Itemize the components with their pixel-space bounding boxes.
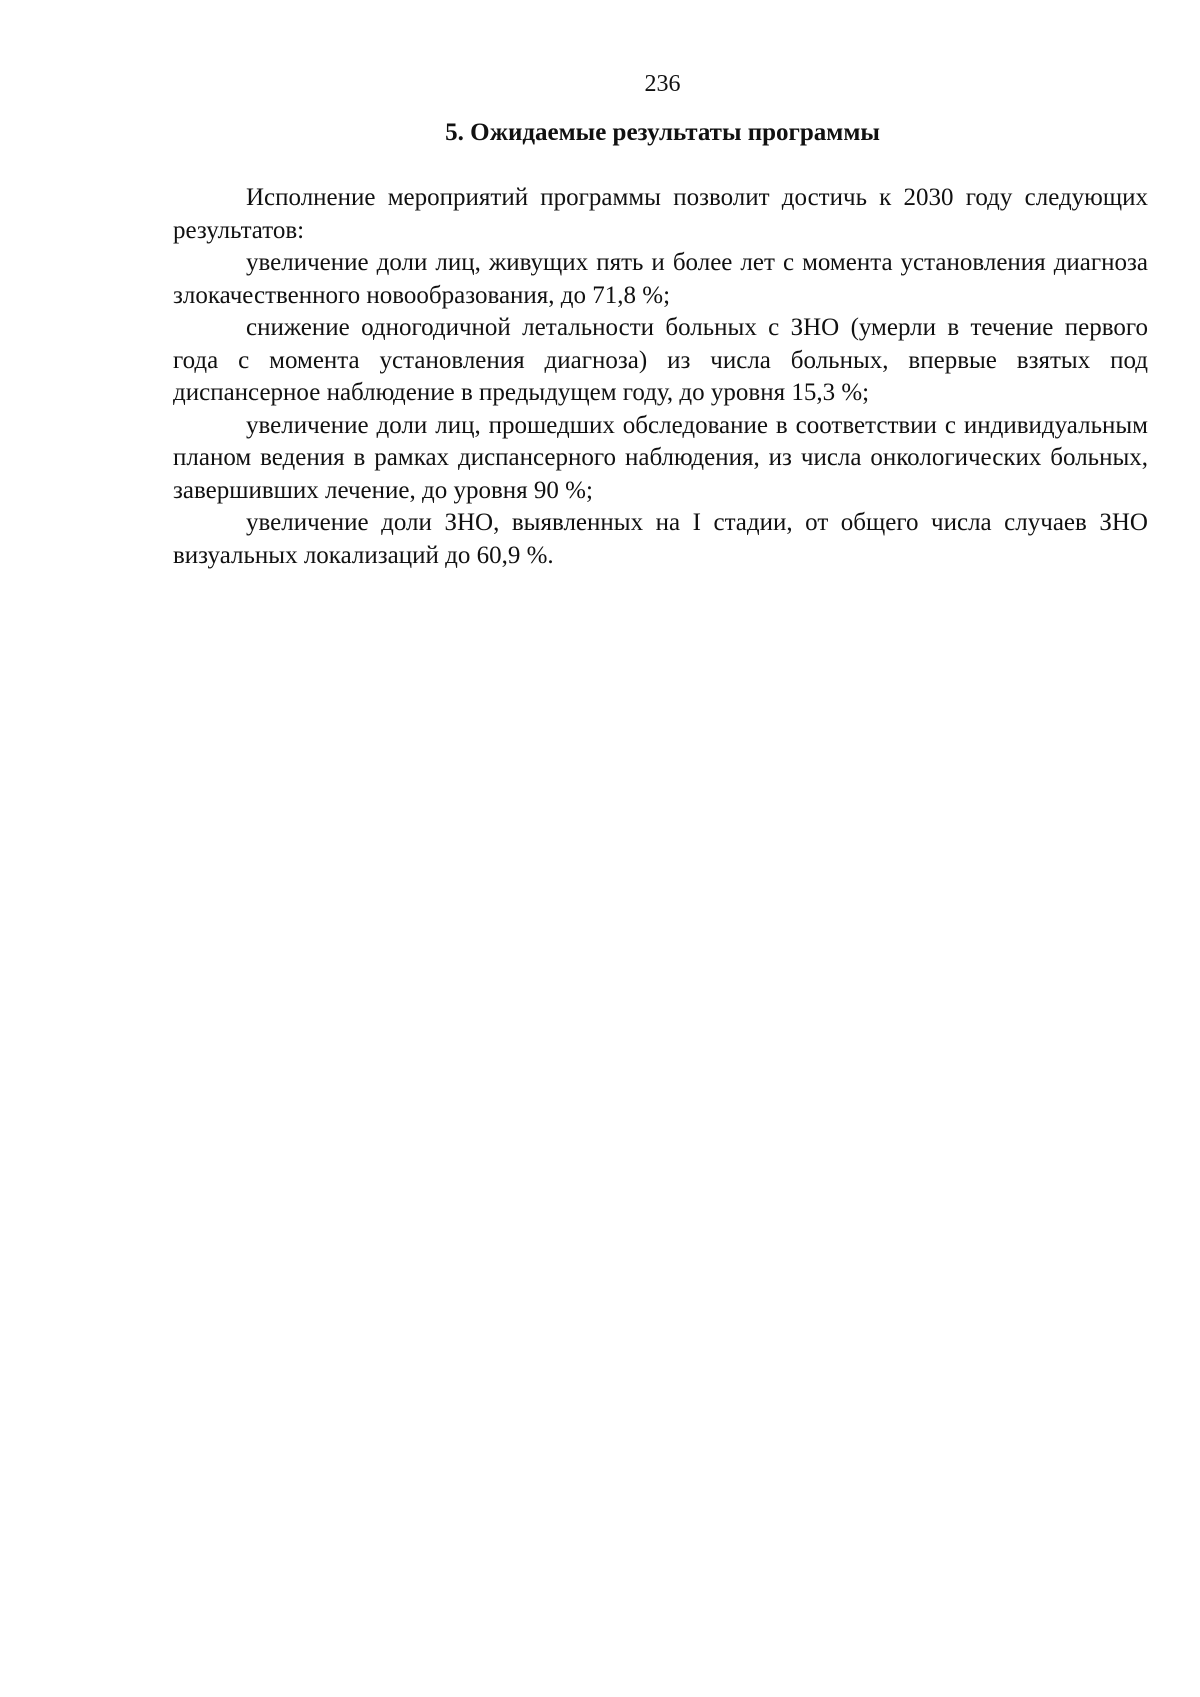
paragraph-intro: Исполнение мероприятий программы позволит достичь к 2030 году следующих результатов: xyxy=(173,184,1148,244)
paragraph-examination-share: увеличение доли лиц, прошедших обследование в соответствии с индивидуальным планом ведения в рамках диспансерного наблюдения, из числа онкологических больных, завершивших лечение, до уровня 90 %; xyxy=(173,411,1148,504)
page-number: 236 xyxy=(644,71,681,97)
paragraph-early-detection: увеличение доли ЗНО, выявленных на I стадии, от общего числа случаев ЗНО визуальных локализаций до 60,9 %. xyxy=(173,509,1148,569)
paragraph-one-year-mortality: снижение одногодичной летальности больных с ЗНО (умерли в течение первого года с момента установления диагноза) из числа больных, впервые взятых под диспансерное наблюдение в предыдущем году, до уровня 15,3 %; xyxy=(173,314,1148,406)
paragraph-survival-rate: увеличение доли лиц, живущих пять и более лет с момента установления диагноза злокачественного новообразования, до 71,8 %; xyxy=(173,249,1148,309)
document-body xyxy=(173,182,1148,572)
section-title: 5. Ожидаемые результаты программы xyxy=(445,119,880,146)
